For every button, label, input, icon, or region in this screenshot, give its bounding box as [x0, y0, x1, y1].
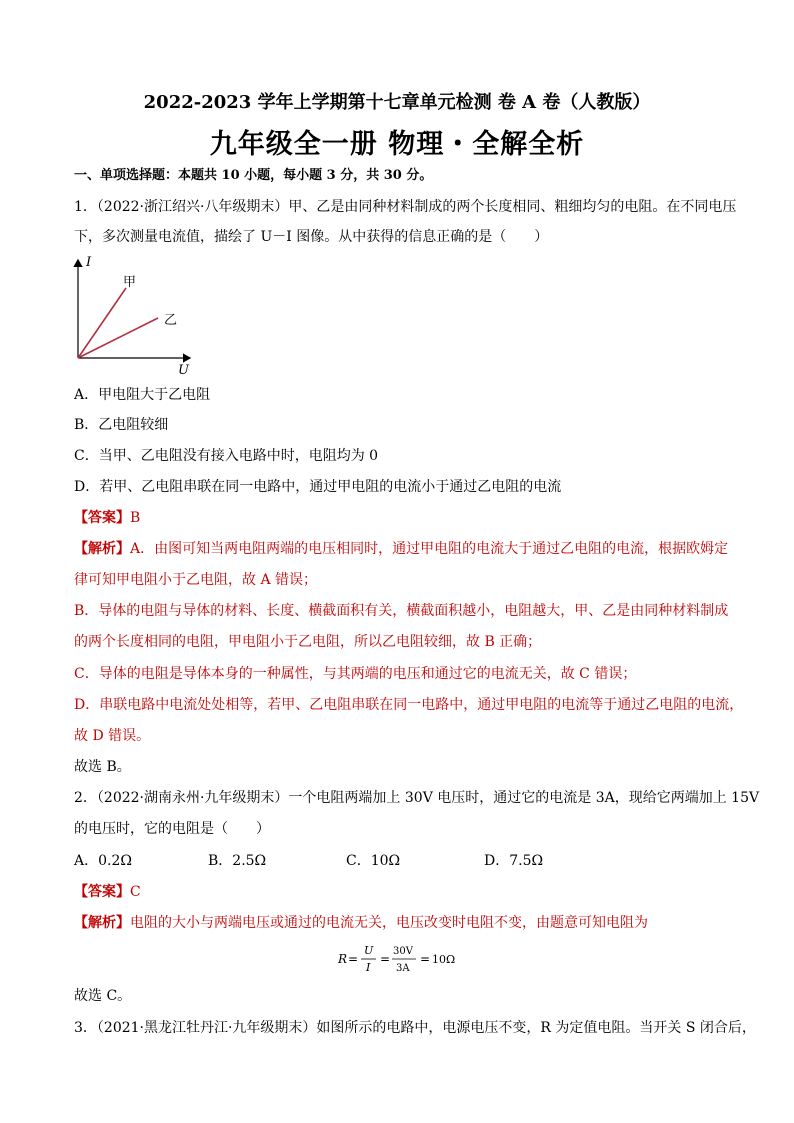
formula-lhs: R	[338, 952, 348, 966]
formula-eq1: =	[348, 952, 359, 966]
formula-eq3: =	[420, 952, 431, 966]
q1-option-c: C．当甲、乙电阻没有接入电路中时，电阻均为 0	[74, 448, 379, 464]
formula-f2-den: 3A	[396, 963, 410, 974]
analysis-tag: 【解析】	[74, 541, 130, 557]
q1-conclusion: 故选 B。	[74, 759, 131, 775]
q2-analysis	[74, 913, 648, 933]
analysis-text: A．由图可知当两电阻两端的电压相同时，通过甲电阻的电流大于通过乙电阻的电流，根据欧姆定	[130, 541, 729, 557]
q1-analysis-line4: 的两个长度相同的电阻，甲电阻小于乙电阻，所以乙电阻较细，故 B 正确；	[74, 634, 542, 650]
section-heading: 一、单项选择题：本题共 10 小题，每小题 3 分，共 30 分。	[74, 168, 433, 183]
q2-stem-line1: 2．（2022·湖南永州·九年级期末）一个电阻两端加上 30V 电压时，通过它的电流是 3A，现给它两端加上 15V	[74, 790, 760, 806]
q1-analysis-line5: C．导体的电阻是导体本身的一种属性，与其两端的电压和通过它的电流无关，故 C 错误；	[74, 666, 637, 682]
q2-conclusion: 故选 C。	[74, 988, 132, 1004]
analysis-text: 电阻的大小与两端电压或通过的电流无关，电压改变时电阻不变，由题意可知电阻为	[130, 915, 648, 931]
answer-tag: 【答案】	[74, 510, 130, 526]
q2-option-c: C．10Ω	[346, 853, 401, 869]
q1-stem-line1: 1．（2022·浙江绍兴·八年级期末）甲、乙是由同种材料制成的两个长度相同、粗细均匀的电阻。在不同电压	[74, 199, 737, 215]
formula-result: 10Ω	[432, 953, 456, 966]
q1-option-d: D．若甲、乙电阻串联在同一电路中，通过甲电阻的电流小于通过乙电阻的电流	[74, 479, 562, 495]
formula-f1-num: U	[364, 944, 374, 957]
q1-analysis-line3: B．导体的电阻与导体的材料、长度、横截面积有关，横截面积越小，电阻越大，甲、乙是由同种材料制成	[74, 603, 729, 619]
answer-value: B	[130, 510, 141, 526]
y-axis-label: I	[86, 255, 92, 270]
q1-answer	[74, 508, 140, 528]
x-axis-label: U	[178, 363, 189, 378]
q2-option-b: B．2.5Ω	[208, 853, 267, 869]
q3-stem-line1: 3．（2021·黑龙江牡丹江·九年级期末）如图所示的电路中，电源电压不变，R 为定值电阻。当开关 S 闭合后，	[74, 1020, 756, 1036]
q1-analysis-line1	[74, 539, 728, 559]
q1-ui-graph	[66, 252, 196, 378]
line-jia	[78, 288, 126, 358]
q2-answer	[74, 882, 141, 902]
answer-tag: 【答案】	[74, 884, 130, 900]
formula-eq2: =	[380, 952, 391, 966]
doc-title: 2022-2023 学年上学期第十七章单元检测 卷 A 卷（人教版）	[143, 92, 651, 113]
formula-f2-num: 30V	[393, 946, 413, 957]
q1-analysis-line2: 律可知甲电阻小于乙电阻，故 A 错误；	[74, 572, 318, 588]
q2-stem-line2: 的电压时，它的电阻是（ ）	[74, 821, 270, 837]
label-jia: 甲	[123, 275, 137, 290]
line-yi	[78, 318, 158, 358]
label-yi: 乙	[164, 313, 178, 328]
q1-option-b: B．乙电阻较细	[74, 417, 169, 433]
q2-option-a: A．0.2Ω	[74, 853, 132, 869]
q2-formula	[334, 940, 464, 978]
formula-f1-den: I	[366, 961, 371, 974]
answer-value: C	[130, 884, 141, 900]
q1-option-a: A．甲电阻大于乙电阻	[74, 387, 211, 403]
analysis-tag: 【解析】	[74, 915, 130, 931]
q1-analysis-line7: 故 D 错误。	[74, 728, 151, 744]
doc-subtitle: 九年级全一册 物理・全解全析	[209, 129, 585, 160]
q2-option-d: D．7.5Ω	[484, 853, 544, 869]
q1-stem-line2: 下，多次测量电流值，描绘了 U－I 图像。从中获得的信息正确的是（ ）	[74, 229, 549, 245]
q1-analysis-line6: D．串联电路中电流处处相等，若甲、乙电阻串联在同一电路中，通过甲电阻的电流等于通过乙电阻的电流，	[74, 697, 744, 713]
